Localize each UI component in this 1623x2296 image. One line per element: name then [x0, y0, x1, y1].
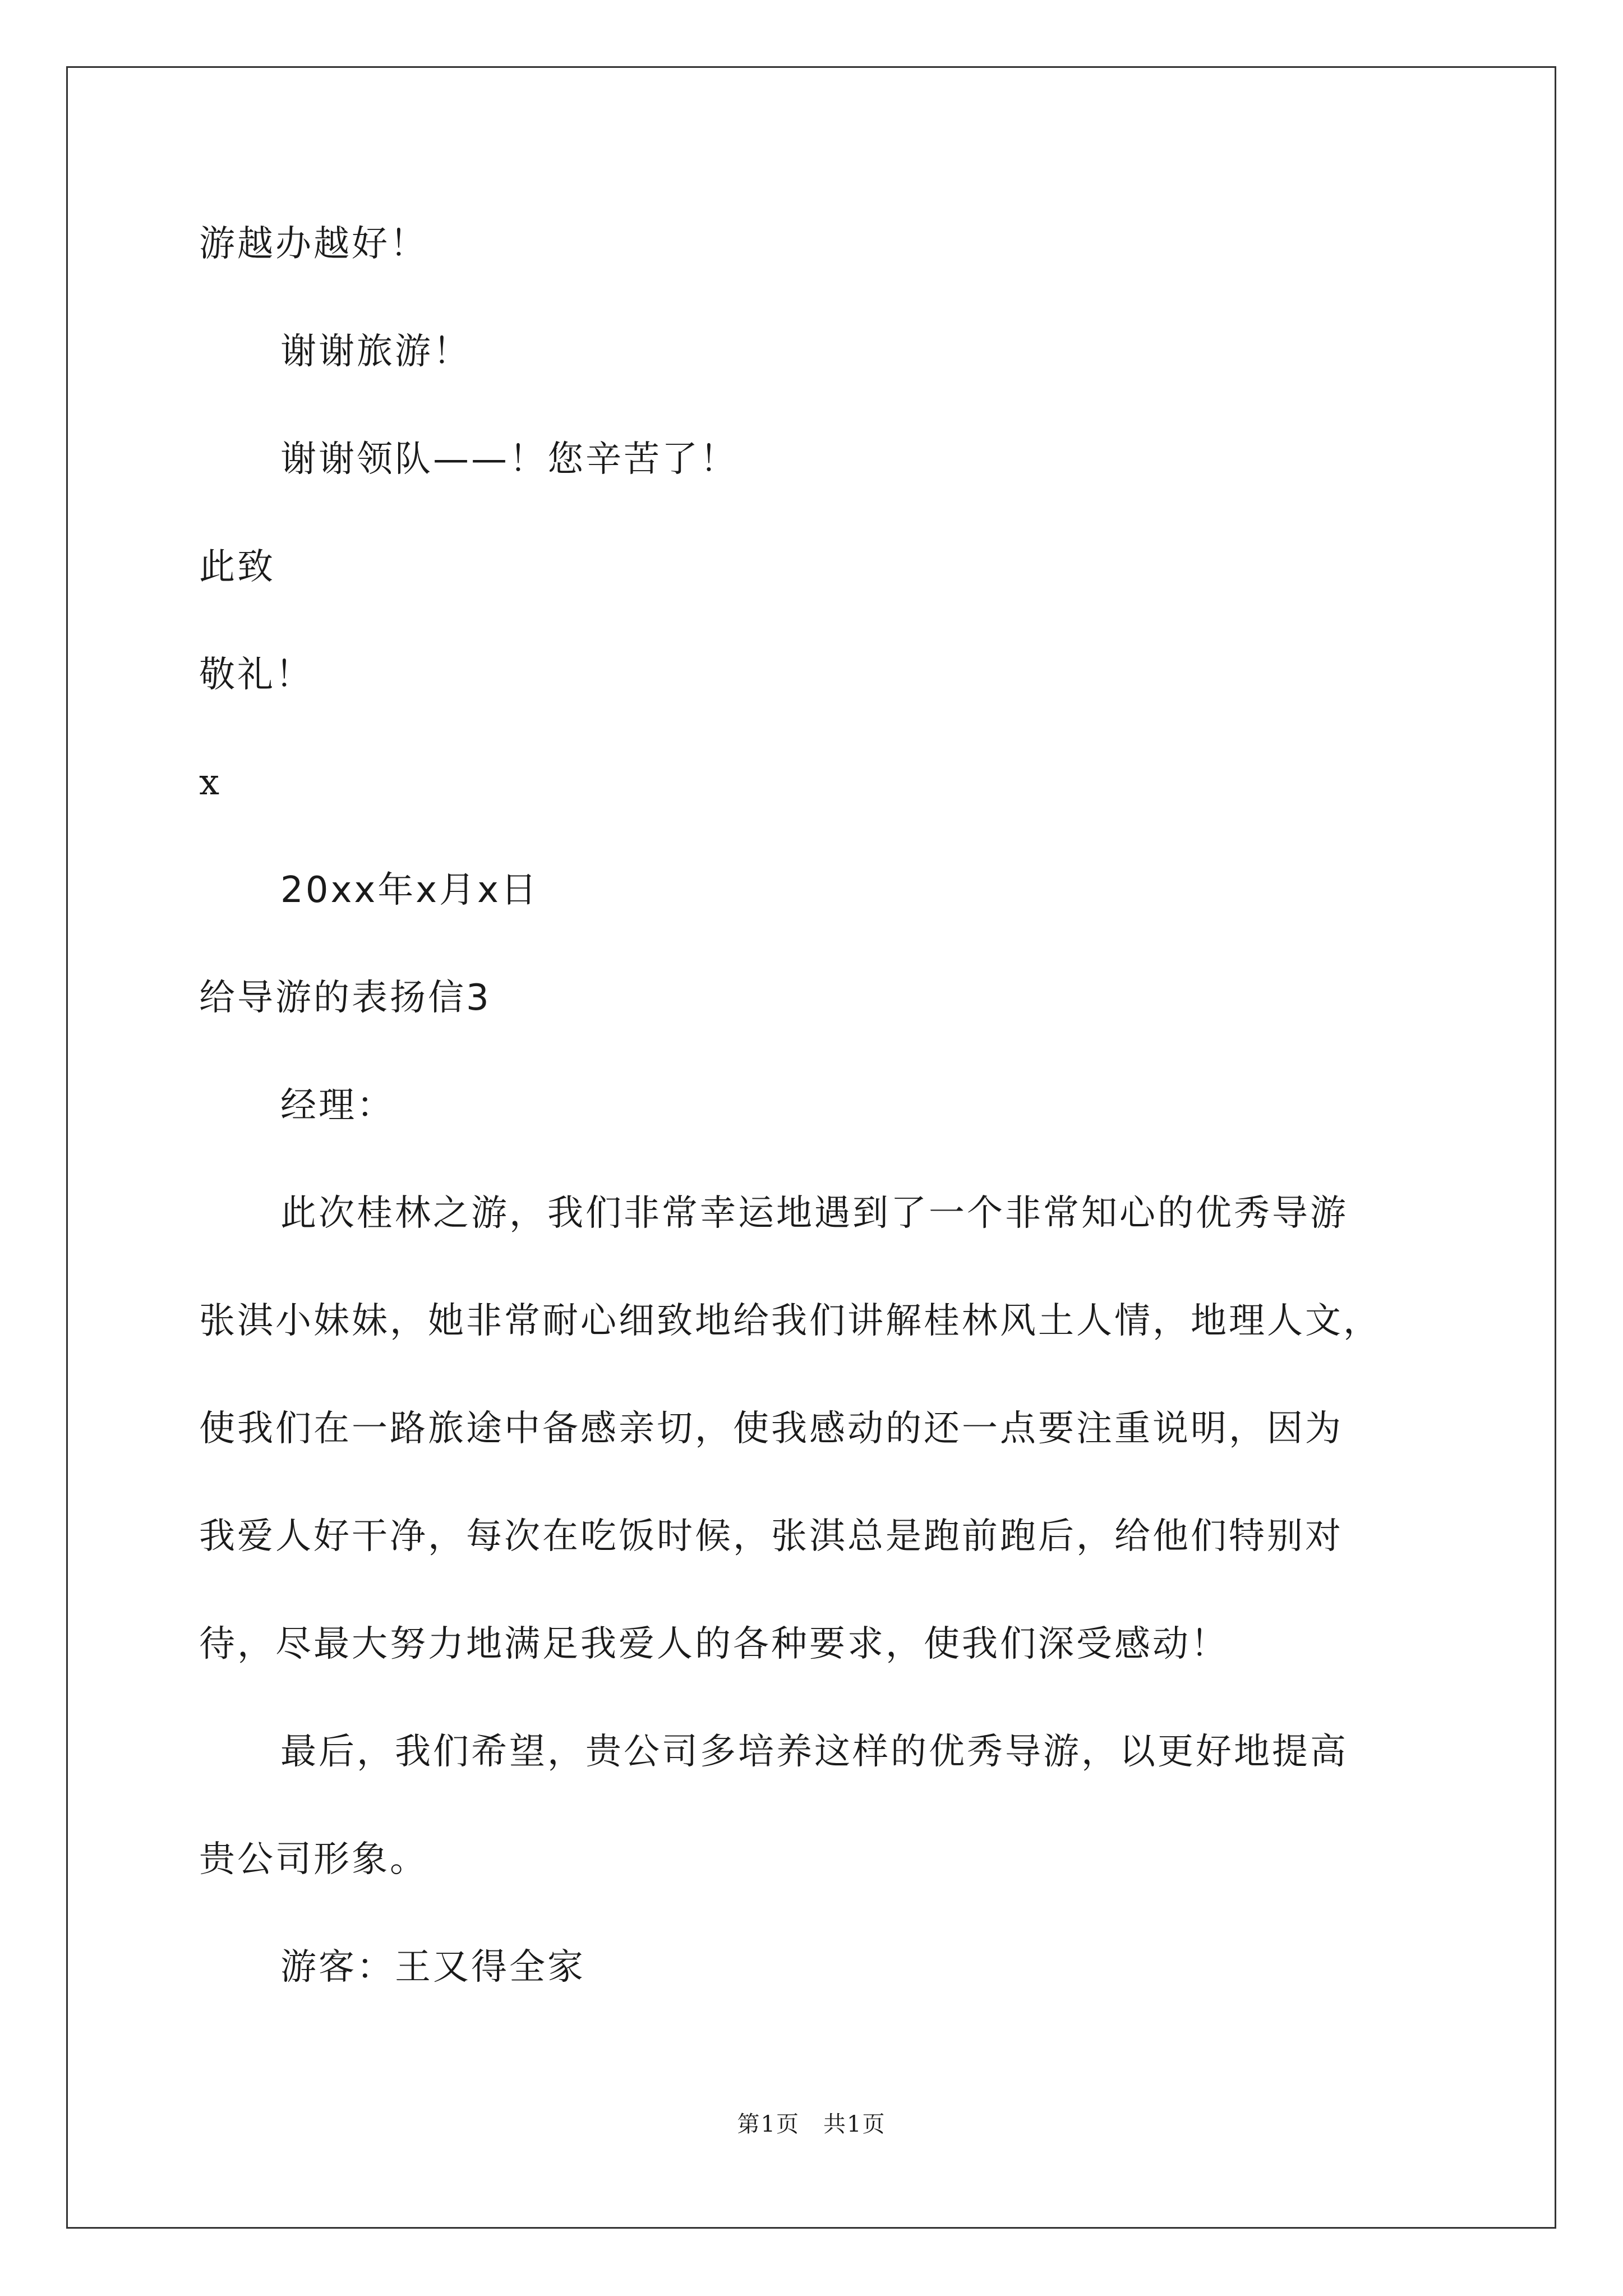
letter-line: 谢谢旅游！: [280, 331, 471, 372]
signature: x: [199, 762, 222, 803]
letter-line: 待，尽最大努力地满足我爱人的各种要求，使我们深受感动！: [199, 1623, 1229, 1665]
letter-body: [199, 222, 1455, 2053]
letter-line: 最后，我们希望，贵公司多培养这样的优秀导游，以更好地提高: [280, 1731, 1348, 1773]
letter-line: 游越办越好！: [199, 223, 428, 265]
closing-regards: 敬礼！: [199, 654, 313, 696]
letter-line: 谢谢领队——！您辛苦了！: [280, 439, 738, 480]
letter-line: 张淇小妹妹，她非常耐心细致地给我们讲解桂林风土人情，地理人文，: [199, 1300, 1381, 1342]
letter-line: 使我们在一路旅途中备感亲切，使我感动的还一点要注重说明，因为: [199, 1408, 1343, 1450]
letter-date: 20xx年x月x日: [280, 869, 539, 911]
letter-line: 贵公司形象。: [199, 1839, 428, 1880]
letter-line: 此次桂林之游，我们非常幸运地遇到了一个非常知心的优秀导游: [280, 1193, 1348, 1234]
letter-signoff: 游客：王又得全家: [280, 1947, 585, 1988]
letter-title: 给导游的表扬信3: [199, 977, 491, 1019]
closing-salutation: 此致: [199, 546, 275, 588]
letter-greeting: 经理：: [280, 1085, 395, 1126]
letter-line: 我爱人好干净，每次在吃饭时候，张淇总是跑前跑后，给他们特别对: [199, 1516, 1343, 1557]
page-number: 第1页 共1页: [737, 2111, 886, 2137]
